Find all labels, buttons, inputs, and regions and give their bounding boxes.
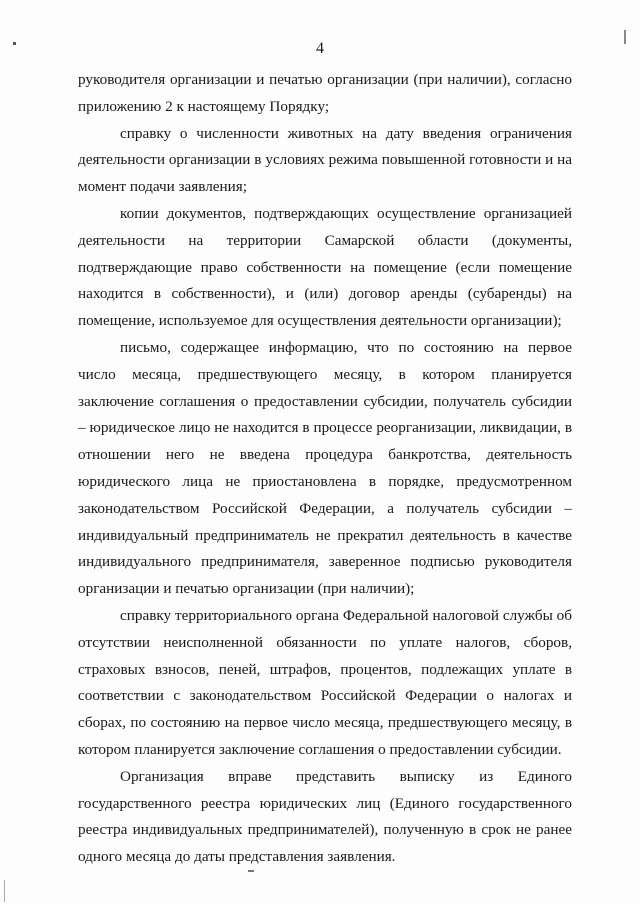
paragraph-registry-extract: Организация вправе представить выписку из Единого государственного реестра юридических лиц (Единого государственного реестра индивидуальных предпринимателей), полученную в срок не ранее одного месяца до даты представления заявления. <box>78 767 572 866</box>
scan-artifact <box>4 880 5 902</box>
document-body <box>78 67 572 871</box>
paragraph-animal-count: справку о численности животных на дату введения ограничения деятельности организации в условиях режима повышенной готовности и на момент подачи заявления; <box>78 124 572 196</box>
page-number: 4 <box>316 40 324 57</box>
paragraph-document-copies: копии документов, подтверждающих осуществление организацией деятельности на территории Самарской области (документы, подтверждающие право собственности на помещение (если помещение находится в собственности), и (или) договор аренды (субаренды) на помещение, используемое для осуществления деятельности организации); <box>78 204 572 330</box>
paragraph-continuation: руководителя организации и печатью организации (при наличии), согласно приложению 2 к настоящему Порядку; <box>78 71 572 115</box>
paragraph-tax-certificate: справку территориального органа Федеральной налоговой службы об отсутствии неисполненной обязанности по уплате налогов, сборов, страховых взносов, пеней, штрафов, процентов, подлежащих уплате в соответствии с законодательством Российской Федерации о налогах и сборах, по состоянию на первое число месяца, предшествующего месяцу, в котором планируется заключение соглашения о предоставлении субсидии. <box>78 606 572 758</box>
paragraph-letter: письмо, содержащее информацию, что по состоянию на первое число месяца, предшествующего месяцу, в котором планируется заключение соглашения о предоставлении субсидии, получатель субсидии – юридическое лицо не находится в процессе реорганизации, ликвидации, в отношении него не введена процедура банкротства, деятельность юридического лица не приостановлена в порядке, предусмотренном законодательством Российской Федерации, а получатель субсидии – индивидуальный предприниматель не прекратил деятельность в качестве индивидуального предпринимателя, заверенное подписью руководителя организации и печатью организации (при наличии); <box>78 338 572 598</box>
